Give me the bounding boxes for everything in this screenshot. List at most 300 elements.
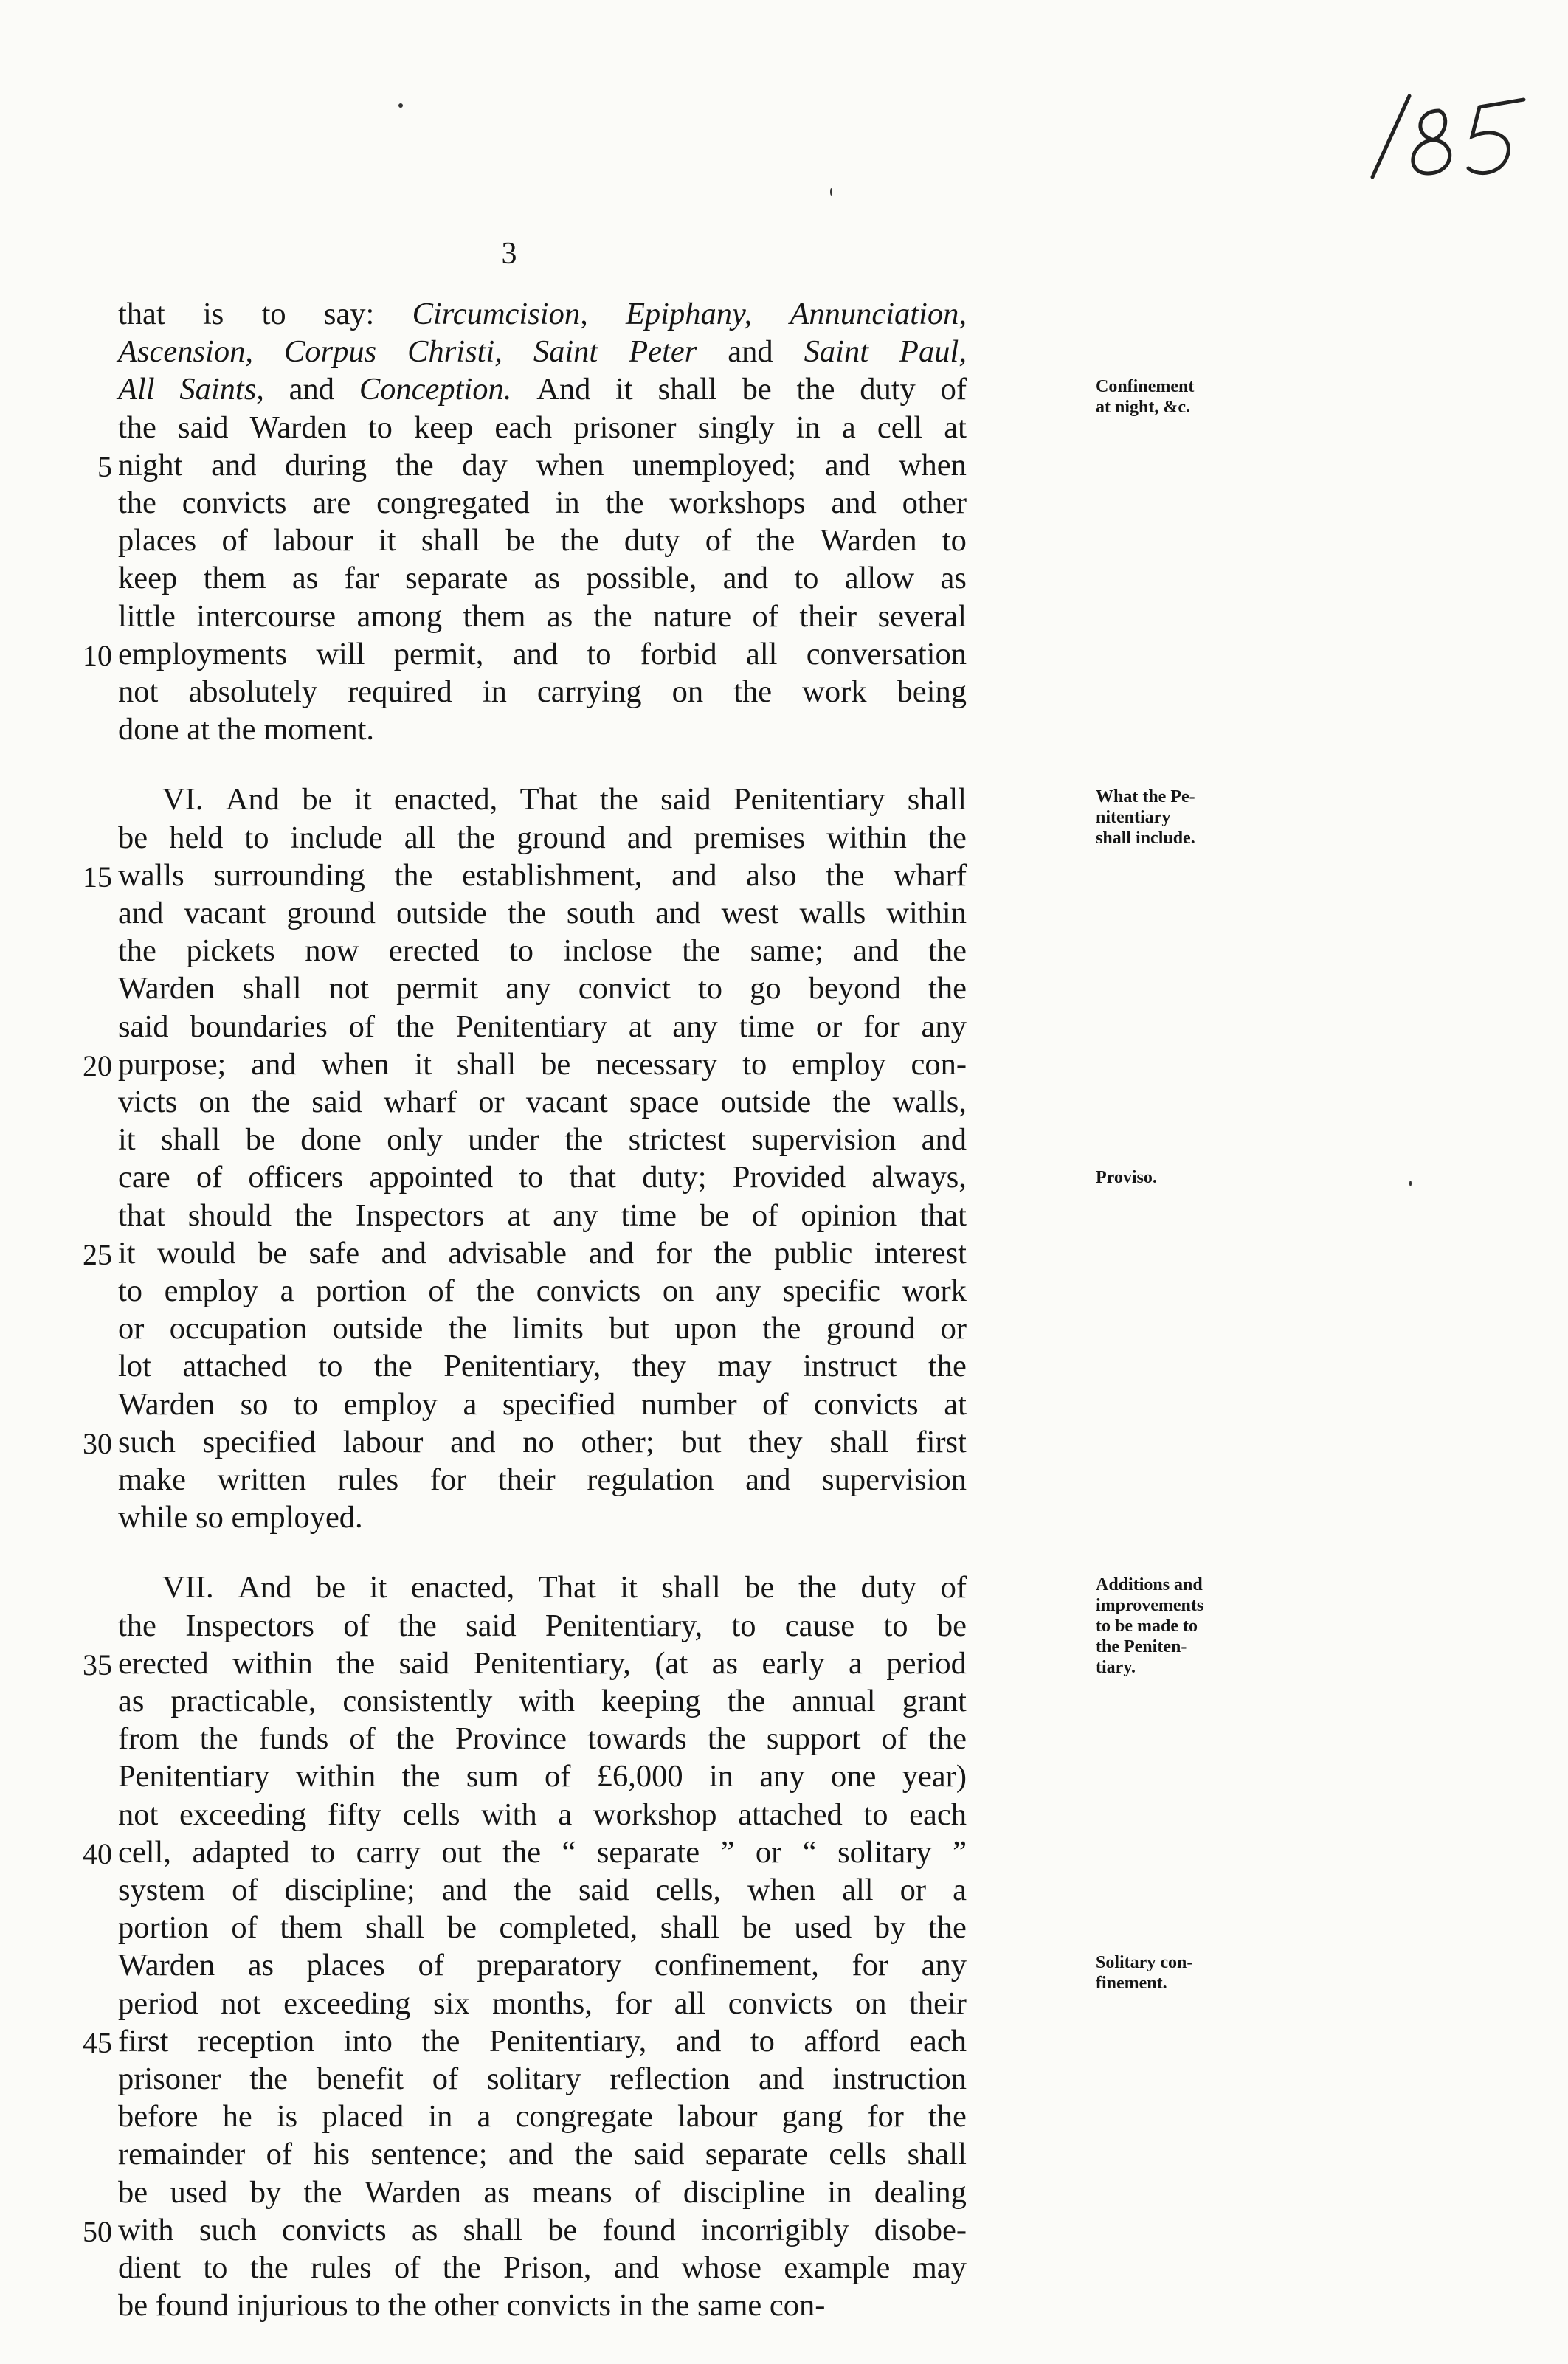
word: shall [421,523,481,559]
word: strictest [628,1122,726,1158]
word: of [349,1721,376,1757]
margin-note-line: at night, &c. [1096,398,1190,418]
margin-note-line: to be made to [1096,1617,1198,1637]
word: the [249,2061,289,2096]
speck [398,103,403,108]
word: early [761,1645,825,1681]
word: each [909,2023,967,2059]
word: consistently [342,1684,493,1718]
word: for [852,1948,889,1983]
word: disobe- [874,2212,967,2247]
text-line [118,1645,967,1682]
margin-note-line: What the Pe- [1096,787,1195,807]
word: written [217,1462,306,1497]
word: held [169,820,224,855]
word: advisable [448,1235,567,1271]
word: to [742,1046,767,1082]
word: not [118,674,159,709]
word: ground [286,896,376,930]
handwritten-folio-number [1328,81,1535,192]
word: shall [365,1910,425,1946]
word: conversation [806,636,967,671]
word: done [118,712,187,747]
word: of [348,1009,376,1044]
word: be [745,1570,775,1606]
word: intercourse [196,598,336,634]
margin-note-line: improvements [1096,1596,1204,1616]
word: annual [792,1684,876,1718]
word: keeping [601,1684,701,1718]
word: space [629,1085,700,1119]
word: the [682,933,721,969]
word: Christi, [407,334,502,370]
word: Inspectors [355,1197,485,1233]
line-number: 40 [83,1836,112,1870]
word: be [699,1197,730,1233]
word: by [874,1910,906,1946]
word: said [633,2137,685,2172]
word: with [118,2212,174,2247]
text-line [118,2287,967,2324]
word: Penitentiary, [489,2023,647,2059]
word: support [766,1721,861,1757]
word: portion [118,1910,209,1946]
word: also [746,857,797,893]
word: to [863,1797,888,1832]
word: attached [738,1797,843,1832]
word: of [231,1910,258,1946]
word: £6,000 [596,1759,683,1794]
word: in [482,674,507,709]
word: a [558,1797,573,1832]
word: in [708,1759,733,1794]
word: to [244,820,269,855]
word: out [441,1834,482,1870]
margin-note-line: Confinement [1096,377,1195,397]
word: Saint [804,334,869,370]
word: ground [826,1311,916,1347]
word: Ascension, [118,334,253,370]
word: instruction [832,2061,967,2096]
word: west [721,896,779,930]
word: day [462,447,508,483]
word: other [902,485,967,520]
word: congregate [515,2099,653,2135]
word: the [398,1608,437,1643]
word: may [717,1349,772,1384]
margin-note-line: the Peniten- [1096,1637,1187,1657]
word: during [285,447,367,483]
word: when [747,1873,816,1907]
word: confinement, [654,1948,819,1983]
word: fifty [327,1797,382,1832]
word: all [674,1985,706,2021]
word: lot [118,1349,151,1384]
word: as [291,561,319,596]
word: shall [456,1046,517,1082]
word: and [450,1424,496,1459]
word: and [671,857,717,893]
word: it [615,372,633,407]
word: south [566,896,635,930]
word: found [155,2288,237,2323]
margin-note-line: nitentiary [1096,808,1171,828]
word: and [728,334,773,370]
word: appointed [369,1160,494,1195]
word: and [508,2137,554,2172]
word: the [476,1273,515,1308]
word: so [240,1386,269,1422]
text-line [118,1985,967,2022]
word: of [232,1873,258,1907]
word: and [831,485,877,520]
word: and [626,820,673,855]
word: only [387,1122,443,1158]
word: erected [118,1645,209,1681]
line-number: 5 [97,449,112,483]
word: the [118,409,156,445]
text-line [118,1946,967,1984]
word: That [519,782,578,818]
word: used [170,2174,228,2210]
word: as [711,1645,739,1681]
word: Provided [732,1160,846,1195]
word: to [942,523,967,559]
word: the [599,782,638,818]
word: of [394,2250,421,2285]
text-line [118,1046,967,1083]
word: such [198,2212,257,2247]
word: cause [784,1608,855,1643]
text-line [118,333,967,370]
word: the [514,1873,552,1907]
word: separate [405,561,508,596]
word: injurious [236,2288,356,2323]
word: done [300,1122,362,1158]
word: said [118,1009,169,1044]
word: as [546,598,573,634]
word: and [441,1873,487,1907]
word: “ [802,1834,817,1870]
word: the [395,447,434,483]
word: to [587,636,612,671]
word: of [418,1948,444,1983]
word: the [118,485,156,520]
word: all [745,636,778,671]
word: Paul, [899,334,967,370]
word: with [481,1797,537,1832]
word: employ [792,1046,886,1082]
word: places [118,523,197,559]
word: and [381,1235,426,1271]
word: surrounding [213,857,365,893]
word: that [919,1197,967,1233]
word: shall [161,1122,221,1158]
word: the [560,523,599,559]
word: may [912,2250,967,2285]
word: employed. [231,1500,363,1535]
word: establishment, [462,857,643,893]
word: or [118,1311,145,1347]
word: the [217,712,264,747]
text-line [118,409,967,446]
margin-note-line: Additions and [1096,1575,1203,1595]
word: afford [804,2023,880,2059]
word: make [118,1462,187,1497]
word: a [848,1645,863,1681]
word: the [421,2023,460,2059]
word: care [118,1160,170,1195]
text-line [118,1158,967,1196]
word: it [378,523,396,559]
word: period [886,1645,967,1681]
word: but [609,1311,649,1347]
word: Annunciation, [790,297,967,331]
word: the [394,857,433,893]
word: the [448,1311,487,1347]
word: period [118,1985,198,2021]
word: include [290,820,383,855]
word: now [305,933,359,969]
word: and [588,1235,634,1271]
word: all [404,820,436,855]
word: the [396,1721,435,1757]
word: and [722,561,769,596]
word: any [553,1197,598,1233]
word: of [545,1759,571,1794]
word: shall [907,782,967,818]
word: be [446,1910,477,1946]
word: outside [720,1085,812,1119]
word: or [899,1873,927,1907]
word: cell, [118,1834,171,1870]
word: Inspectors [185,1608,314,1643]
word: one [831,1759,877,1794]
word: workshop [593,1797,717,1832]
word: specific [782,1273,880,1308]
text-line [118,1758,967,1795]
word: Prison, [503,2250,592,2285]
word: on [198,1085,230,1119]
word: among [356,598,443,634]
word: shall [657,372,717,407]
word: is [202,297,224,331]
text-line [118,2249,967,2287]
text-line [118,711,967,748]
word: walls [799,896,866,930]
word: reflection [609,2061,731,2096]
word: in [827,2174,852,2210]
text-line [118,1607,967,1645]
word: for [863,1009,900,1044]
word: dealing [874,2174,967,2210]
word: the [502,1834,542,1870]
margin-note-line: Solitary con- [1096,1953,1193,1973]
word: means [532,2174,612,2210]
word: allow [844,561,915,596]
word: the [707,1721,746,1757]
word: them [203,561,266,596]
word: Circumcision, [412,297,588,331]
line-number: 30 [83,1426,112,1460]
word: solitary [837,1834,932,1870]
word: in [555,485,580,520]
word: safe [308,1235,360,1271]
word: months, [492,1985,593,2021]
word: when [536,447,604,483]
text-line [118,1272,967,1310]
word: to [883,1608,908,1643]
word: wharf [383,1085,457,1119]
word: Warden [118,971,215,1006]
word: vacant [184,896,266,930]
word: within [232,1645,313,1681]
word: all [842,1873,874,1907]
word: Province [455,1721,567,1757]
word: the [303,2174,342,2210]
text-line [118,1234,967,1272]
word: convicts [182,485,287,520]
word: outside [332,1311,424,1347]
text-line [118,1796,967,1834]
word: labour [677,2099,758,2135]
word: congregated [376,485,530,520]
word: under [468,1122,539,1158]
word: the [457,820,496,855]
word: to [203,2250,228,2285]
word: not [328,971,369,1006]
word: and [118,896,164,930]
word: of [635,2174,661,2210]
word: as [247,1948,274,1983]
word: shall [660,1910,720,1946]
word: be [118,820,148,855]
word: any [505,971,551,1006]
word: Warden [118,1948,215,1983]
word: the [593,598,632,634]
text-line [118,932,967,970]
word: a [953,1873,967,1907]
word: And [238,1570,292,1606]
word: and [675,2023,722,2059]
word: not [221,1985,261,2021]
text-line [118,2098,967,2135]
word: rules [311,2250,372,2285]
word: the [762,1311,801,1347]
word: solitary [486,2061,581,2096]
speck [1409,1181,1412,1186]
word: be [315,1570,346,1606]
word: found [602,2212,676,2247]
word: the [798,1570,837,1606]
word: the [733,674,773,709]
word: ” [720,1834,735,1870]
word: will [316,636,365,671]
word: within [826,820,907,855]
word: VI. [162,782,204,818]
word: and [211,447,257,483]
text-line [118,819,967,857]
word: the [714,1235,753,1271]
word: the [651,2288,697,2323]
text-line [118,2211,967,2249]
text-line [118,295,967,333]
margin-note-what_included [1096,787,1195,849]
word: And [536,372,591,407]
word: carry [356,1834,421,1870]
word: any [715,1273,761,1308]
word: placed [322,2099,404,2135]
word: Warden [118,1386,215,1422]
text-line [118,1720,967,1758]
word: work [802,674,867,709]
word: instruct [803,1349,897,1384]
word: the [928,1721,967,1757]
word: when [321,1046,390,1082]
text-line [118,1569,967,1606]
word: to [318,1349,343,1384]
word: said [311,1085,362,1119]
word: That [538,1570,596,1606]
text-line [118,857,967,894]
text-line [118,1909,967,1946]
word: the [373,1349,412,1384]
word: All [118,372,155,407]
word: gang [781,2099,843,2135]
word: towards [587,1721,687,1757]
text-line [118,1310,967,1347]
word: each [909,1797,967,1832]
word: time [621,1197,677,1233]
word: funds [258,1721,329,1757]
word: the [387,2288,435,2323]
word: adapted [192,1834,290,1870]
word: boundaries [190,1009,328,1044]
word: practicable, [170,1684,317,1718]
word: public [774,1235,853,1271]
word: but [681,1424,722,1459]
word: separate [705,2137,808,2172]
word: vacant [525,1085,608,1119]
word: the [118,1608,156,1643]
line-number: 50 [83,2214,112,2248]
text-line [118,2135,967,2173]
word: (at [655,1645,688,1681]
word: unemployed; [632,447,797,483]
word: the [252,1085,291,1119]
word: or [478,1085,505,1119]
word: a [463,1386,477,1422]
word: occupation [169,1311,308,1347]
word: the [928,1910,967,1946]
word: con- [769,2288,826,2323]
word: reception [198,2023,315,2059]
word: opinion [801,1197,897,1233]
margin-note-additions [1096,1575,1203,1678]
word: into [343,2023,393,2059]
word: said [398,1645,450,1681]
word: and [251,1046,297,1082]
word: their [799,598,857,634]
word: wharf [893,857,967,893]
word: of [940,1570,967,1606]
word: it [369,1570,387,1606]
word: Warden [820,523,917,559]
word: any [921,1009,967,1044]
word: on [662,1273,694,1308]
word: permit [396,971,479,1006]
word: convict [578,971,671,1006]
